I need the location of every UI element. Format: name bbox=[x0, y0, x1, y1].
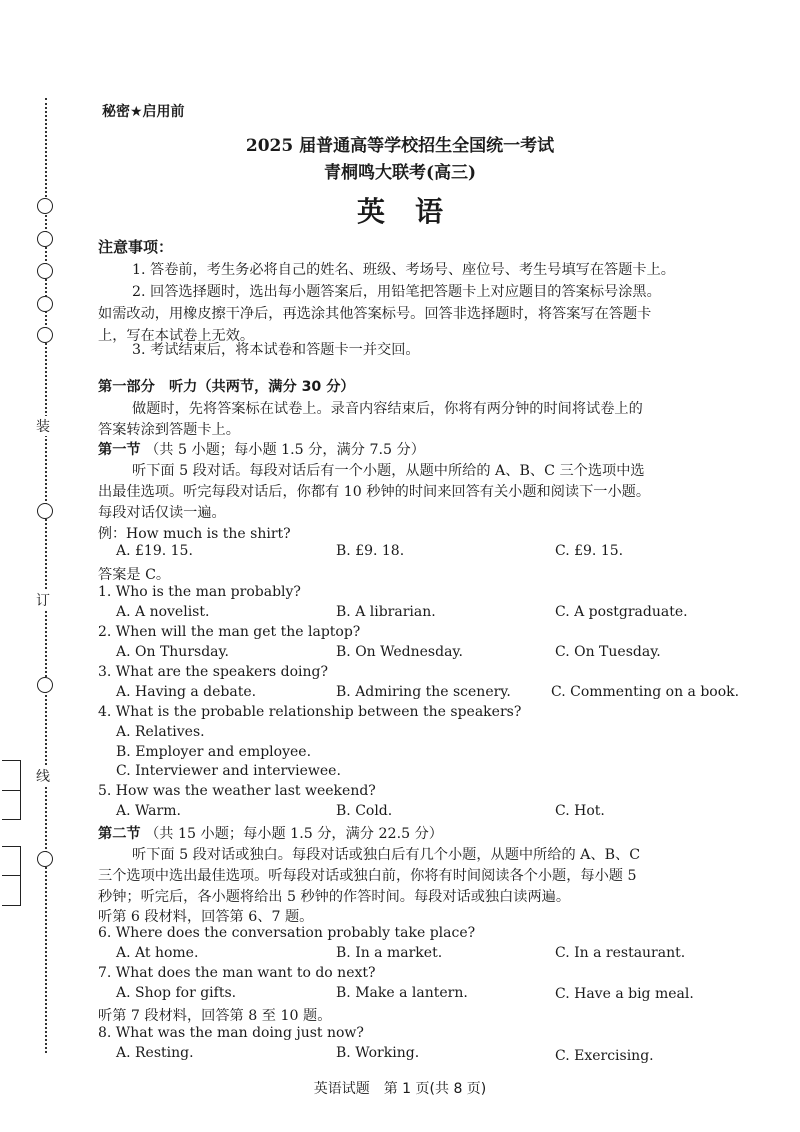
q2-option-c: C. On Tuesday. bbox=[555, 644, 661, 660]
binding-hole-icon bbox=[37, 263, 53, 279]
q7-option-c: C. Have a big meal. bbox=[555, 986, 694, 1002]
page-footer: 英语试题 第 1 页(共 8 页) bbox=[313, 1081, 487, 1097]
example-option-a: A. £19. 15. bbox=[116, 543, 193, 559]
question-7: 7. What does the man want to do next? bbox=[98, 965, 376, 981]
section1-instruction: 听下面 5 段对话。每段对话后有一个小题，从题中所给的 A、B、C 三个选项中选 bbox=[132, 463, 645, 479]
question-5: 5. How was the weather last weekend? bbox=[98, 783, 376, 799]
section1-instruction-cont2: 每段对话仅读一遍。 bbox=[98, 505, 226, 521]
part1-instruction: 做题时，先将答案标在试卷上。录音内容结束后，你将有两分钟的时间将试卷上的 bbox=[132, 401, 643, 417]
example-question: 例：How much is the shirt? bbox=[98, 526, 291, 542]
question-1: 1. Who is the man probably? bbox=[98, 584, 301, 600]
confidential-label: 秘密★启用前 bbox=[102, 104, 185, 120]
binding-hole-icon bbox=[37, 503, 53, 519]
q4-option-c: C. Interviewer and interviewee. bbox=[116, 763, 341, 779]
q8-option-b: B. Working. bbox=[336, 1045, 420, 1061]
q3-option-a: A. Having a debate. bbox=[116, 684, 257, 700]
binding-hole-icon bbox=[37, 231, 53, 247]
seat-box-divider bbox=[2, 875, 20, 876]
question-4: 4. What is the probable relationship between the speakers? bbox=[98, 704, 522, 720]
section1-title bbox=[98, 439, 425, 459]
binding-hole-icon bbox=[37, 677, 53, 693]
question-3: 3. What are the speakers doing? bbox=[98, 664, 329, 680]
q5-option-b: B. Cold. bbox=[336, 803, 393, 819]
q8-option-c: C. Exercising. bbox=[555, 1048, 654, 1064]
q6-option-a: A. At home. bbox=[116, 945, 199, 961]
q2-option-a: A. On Thursday. bbox=[116, 644, 230, 660]
binding-hole-icon bbox=[37, 851, 53, 867]
q3-option-c: C. Commenting on a book. bbox=[551, 684, 740, 700]
question-2: 2. When will the man get the laptop? bbox=[98, 624, 361, 640]
section2-note: （共 15 小题；每小题 1.5 分，满分 22.5 分） bbox=[145, 826, 443, 842]
q3-option-b: B. Admiring the scenery. bbox=[336, 684, 511, 700]
example-answer: 答案是 C。 bbox=[98, 567, 171, 583]
section2-title bbox=[98, 823, 443, 843]
q7-option-a: A. Shop for gifts. bbox=[116, 985, 237, 1001]
section2-instruction: 听下面 5 段对话或独白。每段对话或独白后有几个小题，从题中所给的 A、B、C bbox=[132, 847, 641, 863]
question-6: 6. Where does the conversation probably take place? bbox=[98, 925, 476, 941]
section2-instruction-cont: 三个选项中选出最佳选项。听每段对话或独白前，你将有时间阅读各个小题，每小题 5 bbox=[98, 868, 637, 884]
example-option-c: C. £9. 15. bbox=[555, 543, 624, 559]
example-option-b: B. £9. 18. bbox=[336, 543, 405, 559]
material-6-label: 听第 6 段材料，回答第 6、7 题。 bbox=[98, 909, 314, 925]
section1-note: （共 5 小题；每小题 1.5 分，满分 7.5 分） bbox=[145, 442, 425, 458]
section2-heading: 第二节 bbox=[98, 826, 141, 842]
part1-heading: 第一部分 听力（共两节，满分 30 分） bbox=[98, 379, 355, 395]
q6-option-b: B. In a market. bbox=[336, 945, 443, 961]
subject-title: 英语 bbox=[356, 195, 473, 228]
q1-option-a: A. A novelist. bbox=[116, 604, 210, 620]
section1-instruction-cont: 出最佳选项。听完每段对话后，你都有 10 秒钟的时间来回答有关小题和阅读下一小题。 bbox=[98, 484, 651, 500]
exam-title: 2025 届普通高等学校招生全国统一考试 bbox=[245, 136, 555, 156]
name-box-divider bbox=[2, 790, 20, 791]
notice-item-2: 2. 回答选择题时，选出每小题答案后，用铅笔把答题卡上对应题目的答案标号涂黑。 bbox=[132, 284, 661, 300]
q7-option-b: B. Make a lantern. bbox=[336, 985, 468, 1001]
binding-label-xian: 线 bbox=[36, 766, 50, 786]
q1-option-c: C. A postgraduate. bbox=[555, 604, 688, 620]
q6-option-c: C. In a restaurant. bbox=[555, 945, 686, 961]
section1-heading: 第一节 bbox=[98, 442, 141, 458]
q4-option-b: B. Employer and employee. bbox=[116, 744, 312, 760]
binding-hole-icon bbox=[37, 327, 53, 343]
q5-option-a: A. Warm. bbox=[116, 803, 181, 819]
notice-item-2-cont: 如需改动，用橡皮擦干净后，再选涂其他答案标号。回答非选择题时，将答案写在答题卡 bbox=[98, 306, 652, 322]
section2-instruction-cont2: 秒钟；听完后，各小题将给出 5 秒钟的作答时间。每段对话或独白读两遍。 bbox=[98, 889, 571, 905]
q4-option-a: A. Relatives. bbox=[116, 724, 205, 740]
binding-label-zhuang: 装 bbox=[36, 416, 50, 436]
exam-subtitle: 青桐鸣大联考(高三) bbox=[323, 163, 477, 183]
binding-label-ding: 订 bbox=[36, 590, 50, 610]
question-8: 8. What was the man doing just now? bbox=[98, 1025, 364, 1041]
q1-option-b: B. A librarian. bbox=[336, 604, 436, 620]
notice-item-3: 3. 考试结束后，将本试卷和答题卡一并交回。 bbox=[132, 342, 420, 358]
seat-box-bracket bbox=[2, 846, 21, 906]
q5-option-c: C. Hot. bbox=[555, 803, 605, 819]
q2-option-b: B. On Wednesday. bbox=[336, 644, 463, 660]
material-7-label: 听第 7 段材料，回答第 8 至 10 题。 bbox=[98, 1008, 332, 1024]
notice-heading: 注意事项： bbox=[98, 238, 174, 256]
part1-instruction-cont: 答案转涂到答题卡上。 bbox=[98, 422, 240, 438]
q8-option-a: A. Resting. bbox=[116, 1045, 194, 1061]
notice-item-1: 1. 答卷前，考生务必将自己的姓名、班级、考场号、座位号、考生号填写在答题卡上。 bbox=[132, 262, 675, 278]
binding-hole-icon bbox=[37, 296, 53, 312]
notice-item-2-cont2: 上，写在本试卷上无效。 bbox=[98, 328, 255, 344]
